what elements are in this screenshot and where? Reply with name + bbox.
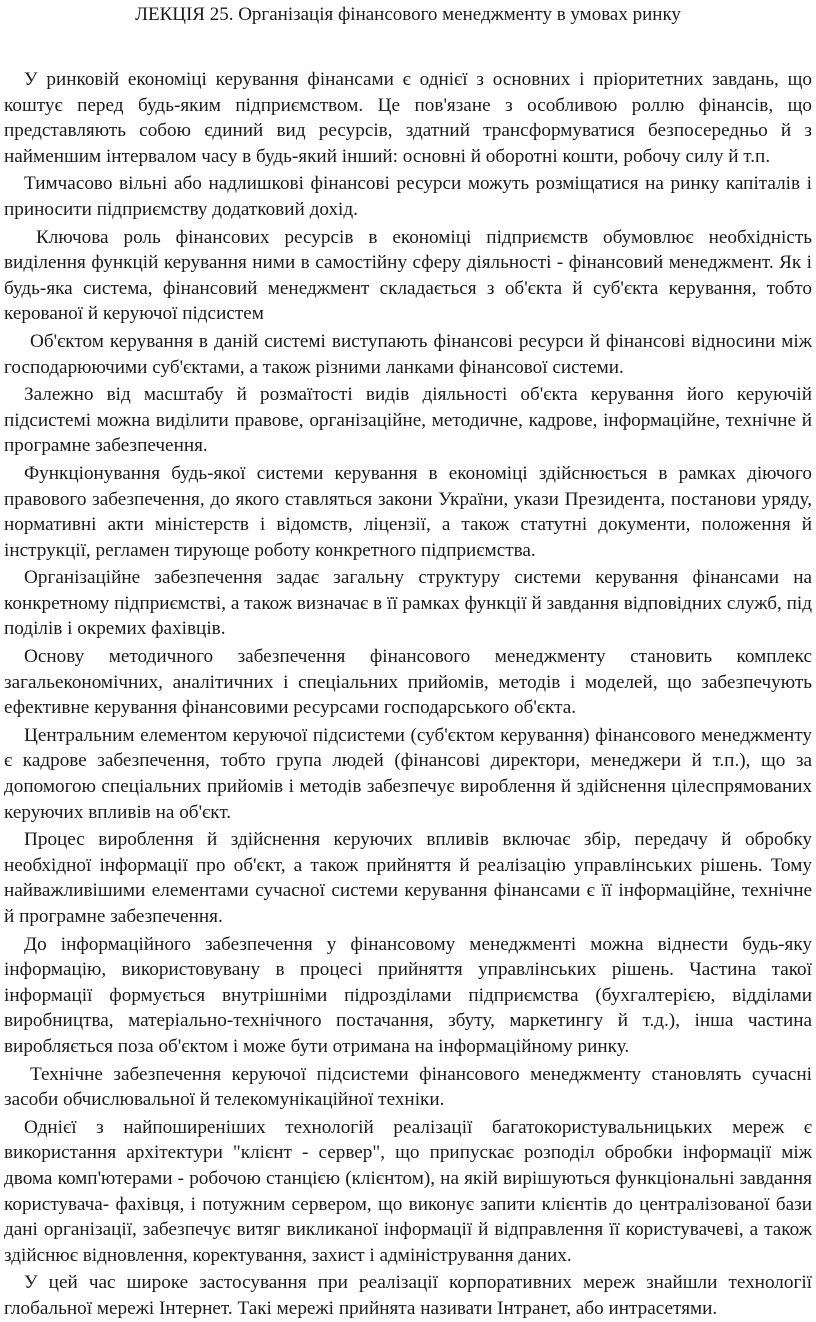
- paragraph: У цей час широке застосування при реалізації корпоративних мереж знайшли технології глобальної мережі Інтернет. Такі мережі прийнята називати Інтранет, або интрасетями.: [4, 1272, 812, 1319]
- paragraph: Тимчасово вільні або надлишкові фінансові ресурси можуть розміщатися на ринку капіталів і приносити підприємству додатковий дохід.: [4, 173, 812, 220]
- paragraph: Процес вироблення й здійснення керуючих впливів включає збір, передачу й обробку необхідної інформації про об'єкт, а також прийняття й реалізацію управлінських рішень. Тому найважливішими елементами сучасної системи керування фінансами є її інформаційне, технічне й програмне забезпечення.: [4, 829, 812, 927]
- paragraph: Залежно від масштабу й розмаїтості видів діяльності об'єкта керування його керуючій підсистемі можна виділити правове, організаційне, методичне, кадрове, інформаційне, технічне й програмне забезпечення.: [4, 384, 812, 457]
- paragraph: Функціонування будь-якої системи керування в економіці здійснюється в рамках діючого правового забезпечення, до якого ставляться закони України, укази Президента, постанови уряду, нормативні акти міністерств і відомств, ліцензії, а також статутні документи, положення й інструкції, регламен тирующе роботу конкретного підприємства.: [4, 462, 812, 561]
- paragraph: Ключова роль фінансових ресурсів в економіці підприємств обумовлює необхідність виділення функцій керування ними в самостійну сферу діяльності - фінансовий менеджмент. Як і будь-яка система, фінансовий менеджмент складається з об'єкта й суб'єкта керування, тобто керованої й керуючої підсистем: [4, 226, 812, 325]
- paragraph: До інформаційного забезпечення у фінансовому менеджменті можна віднести будь-яку інформацію, використовувану в процесі прийняття управлінських рішень. Частина такої інформації формується внутрішніми підрозділами підприємства (бухгалтерією, відділами виробництва, матеріально-технічного постачання, збуту, маркетингу й т.д.), інша частина виробляється поза об'єктом і може бути отримана на інформаційному ринку.: [4, 933, 812, 1057]
- paragraph: У ринковій економіці керування фінансами є однієї з основних і пріоритетних завдань, що коштує перед будь-яким підприємством. Це пов'язане з особливою роллю фінансів, що представляють собою єдиний вид ресурсів, здатний трансформуватися безпосередньо й з найменшим інтервалом часу в будь-який інший: основні й оборотні кошти, робочу силу й т.п.: [4, 69, 812, 167]
- paragraph: Об'єктом керування в даній системі виступають фінансові ресурси й фінансові відносини між господарюючими суб'єктами, а також різними ланками фінансової системи.: [4, 330, 812, 378]
- page-title: ЛЕКЦІЯ 25. Організація фінансового менеджменту в умовах ринку: [135, 4, 681, 25]
- paragraph: Однієї з найпоширеніших технологій реалізації багатокористувальницьких мереж є використання архітектури "клієнт - сервер", що припускає розподіл обробки інформації між двома комп'ютерами - робочою станцією (клієнтом), на якій вирішуються функціональні завдання користувача- фахівця, і потужним сервером, що виконує запити клієнтів до централізованої бази дані організації, забезпечує витяг викликаної інформації й відправлення її користувачеві, а також здійснює відновлення, коректування, захист і адміністрування даних.: [4, 1116, 812, 1266]
- paragraph: Основу методичного забезпечення фінансового менеджменту становить комплекс загальекономічних, аналітичних і спеціальних прийомів, методів і моделей, що забезпечують ефективне керування фінансовими ресурсами господарського об'єкта.: [4, 646, 812, 719]
- paragraph: Центральним елементом керуючої підсистеми (суб'єктом керування) фінансового менеджменту є кадрове забезпечення, тобто група людей (фінансові директори, менеджери й т.п.), що за допомогою спеціальних прийомів і методів забезпечує вироблення й здійснення цілеспрямованих керуючих впливів на об'єкт.: [4, 724, 812, 823]
- paragraph: Технічне забезпечення керуючої підсистеми фінансового менеджменту становлять сучасні засоби обчислювальної й телекомунікаційної техніки.: [4, 1063, 812, 1111]
- paragraph: Організаційне забезпечення задає загальну структуру системи керування фінансами на конкретному підприємстві, а також визначає в її рамках функції й завдання відповідних служб, під поділів і окремих фахівців.: [4, 567, 812, 640]
